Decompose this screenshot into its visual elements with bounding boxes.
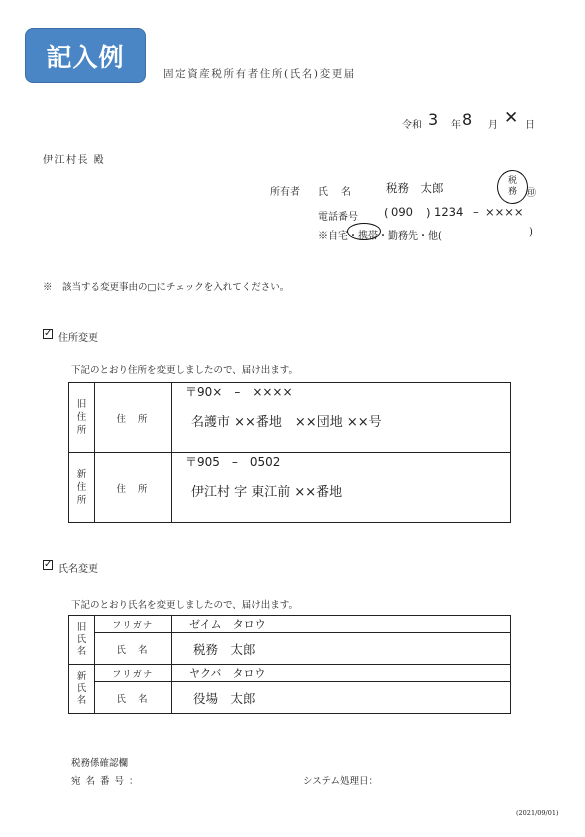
old-kana-label: フリガナ	[95, 616, 172, 633]
new-address-row	[69, 453, 511, 523]
old-address-value: 名護市 ××番地 ××団地 ××号	[191, 415, 382, 430]
form-title: 固定資産税所有者住所(氏名)変更届	[163, 68, 356, 80]
old-postal-code: 〒90× – ××××	[185, 385, 293, 399]
date-year: 3	[428, 110, 439, 129]
seal-mark-icon: ㊞	[526, 188, 536, 199]
seal-char: 務	[507, 187, 517, 197]
old-kana-value[interactable]: ゼイム タロウ	[172, 616, 511, 633]
new-kana-label: フリガナ	[95, 665, 172, 682]
mobile-selected-circle	[347, 223, 381, 240]
phone-paren-open: (	[384, 206, 389, 220]
phone-type-options: ※自宅・携帯・勤務先・他(	[318, 231, 442, 242]
form-version: (2021/09/01)	[516, 809, 559, 817]
new-name-row	[69, 682, 511, 714]
phone-type-close: )	[529, 227, 533, 238]
phone-paren-close: )	[426, 206, 431, 220]
name-change-table	[68, 615, 511, 714]
seal-circle	[497, 170, 528, 204]
seal-char: 税	[507, 176, 517, 186]
date-day-unit: 日	[525, 120, 535, 131]
sample-badge: 記入例	[25, 28, 146, 83]
phone-label: 電話番号	[318, 212, 358, 223]
owner-name-label: 氏名	[318, 187, 364, 198]
name-change-checkbox[interactable]: ✓	[44, 559, 53, 570]
old-kana-row	[69, 616, 511, 633]
old-name-side-label: 旧 氏 名	[69, 616, 95, 665]
date-month: 8	[462, 110, 473, 129]
phone-last: ××××	[485, 205, 524, 219]
phone-middle: 1234	[434, 205, 464, 219]
new-name-side-label: 新 氏 名	[69, 665, 95, 714]
new-kana-row	[69, 665, 511, 682]
name-change-intro: 下記のとおり氏名を変更しましたので、届け出ます。	[71, 600, 299, 611]
new-address-cell[interactable]	[172, 453, 511, 523]
address-change-heading: 住所変更	[58, 333, 98, 344]
date-month-unit: 月	[488, 120, 498, 131]
date-year-unit: 年	[451, 120, 461, 131]
new-name-label: 氏名	[95, 682, 172, 714]
new-kana-value[interactable]: ヤクバ タロウ	[172, 665, 511, 682]
phone-area-code: 090	[391, 205, 413, 219]
system-processing-date-label: システム処理日：	[303, 776, 379, 787]
old-address-cell[interactable]	[172, 383, 511, 453]
instruction-note: ※ 該当する変更事由の□にチェックを入れてください。	[43, 282, 290, 293]
new-address-side-label: 新 住 所	[69, 453, 95, 523]
old-name-value[interactable]: 税務 太郎	[172, 633, 511, 665]
addressee: 伊江村長 殿	[43, 155, 106, 166]
phone-dash: –	[473, 205, 479, 219]
new-address-value: 伊江村 字 東江前 ××番地	[191, 485, 343, 500]
address-change-checkbox[interactable]: ✓	[44, 328, 53, 339]
clerk-confirmation-title: 税務係確認欄	[71, 758, 129, 769]
old-name-label: 氏名	[95, 633, 172, 665]
owner-name: 税務 太郎	[386, 181, 444, 195]
recipient-number-label: 宛名番号：	[71, 776, 144, 787]
address-change-intro: 下記のとおり住所を変更しましたので、届け出ます。	[71, 365, 299, 376]
new-postal-code: 〒905 – 0502	[185, 455, 281, 469]
owner-label: 所有者	[270, 187, 300, 198]
old-address-row	[69, 383, 511, 453]
old-name-row	[69, 633, 511, 665]
date-era: 令和	[402, 120, 422, 131]
name-change-heading: 氏名変更	[58, 564, 98, 575]
old-address-label: 住所	[95, 383, 172, 453]
new-address-label: 住所	[95, 453, 172, 523]
address-change-table	[68, 382, 511, 523]
old-address-side-label: 旧 住 所	[69, 383, 95, 453]
new-name-value[interactable]: 役場 太郎	[172, 682, 511, 714]
date-day: ✕	[504, 108, 519, 128]
